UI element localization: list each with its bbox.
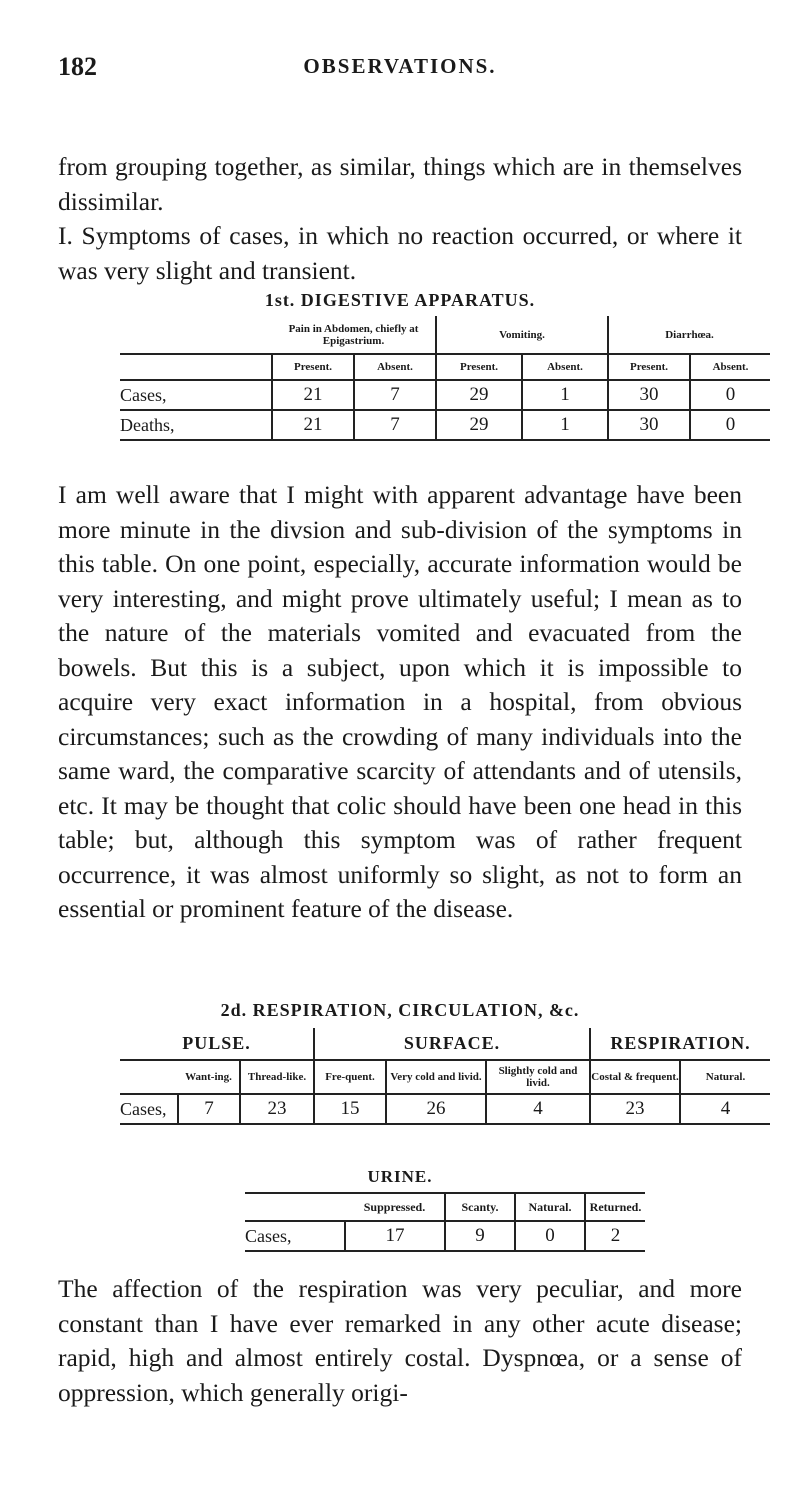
subhead: Thread-like. <box>240 1060 314 1094</box>
paragraph-continuation: from grouping together, as similar, things which are in themselves dissimilar. <box>58 152 742 216</box>
subhead: Absent. <box>690 354 770 380</box>
subhead: Present. <box>272 354 354 380</box>
cell: 21 <box>272 380 354 410</box>
cell: 1 <box>522 380 608 410</box>
cell: 7 <box>178 1094 240 1124</box>
row-label: Cases, <box>120 384 167 405</box>
subhead: Natural. <box>515 1193 585 1221</box>
subhead: Returned. <box>585 1193 645 1221</box>
subhead: Want-ing. <box>185 1071 232 1083</box>
subhead: Slightly cold and livid. <box>486 1060 590 1094</box>
subhead: Suppressed. <box>363 1200 426 1214</box>
cell: 23 <box>590 1094 680 1124</box>
cell: 21 <box>272 410 354 440</box>
cell: 7 <box>354 410 436 440</box>
running-title: OBSERVATIONS. <box>303 54 497 78</box>
row-label: Deaths, <box>120 414 175 435</box>
subhead: Natural. <box>680 1060 770 1094</box>
cell: 29 <box>436 380 522 410</box>
cell: 15 <box>314 1094 386 1124</box>
cell: 7 <box>354 380 436 410</box>
paragraph-body: I am well aware that I might with apparent advantage have been more minute in the divsion and sub-division of the symptoms in this table. On one point, especially, accurate information would be very interesting, and might prove ultimately useful; I mean as to the nature of the materials vomited and evacuated from the bowels. But this is a subject, upon which it is impossible to acquire very exact information in a hospital, from obvious circumstances; such as the crowding of many individuals into the same ward, the comparative scarcity of attendants and of utensils, etc. It may be thought that colic should have been one head in this table; but, although this symptom was of rather frequent occurrence, it was almost uniformly so slight, as not to form an essential or prominent feature of the disease. <box>58 480 742 923</box>
subhead: Present. <box>436 354 522 380</box>
cell: 29 <box>436 410 522 440</box>
page-number: 182 <box>58 52 97 81</box>
cell: 17 <box>345 1221 445 1251</box>
cell: 0 <box>515 1221 585 1251</box>
group-header-vomiting: Vomiting. <box>436 316 608 354</box>
subhead: Absent. <box>354 354 436 380</box>
digestive-table <box>120 316 770 441</box>
group-header-respiration: RESPIRATION. <box>590 1028 770 1060</box>
cell: 30 <box>608 410 690 440</box>
paragraph-body: The affection of the respiration was very peculiar, and more constant than I have ever remarked in any other acute disease; rapid, high and almost entirely costal. Dyspnœa, or a sense of oppression, which generally origi- <box>58 1274 742 1407</box>
table1-title: 1st. DIGESTIVE APPARATUS. <box>264 290 536 310</box>
subhead: Fre-quent. <box>314 1060 386 1094</box>
subhead: Costal & frequent. <box>590 1060 680 1094</box>
cell: 1 <box>522 410 608 440</box>
group-header-abdomen: Pain in Abdomen, chiefly at Epigastrium. <box>288 322 419 347</box>
table-row <box>120 1094 770 1124</box>
cell: 4 <box>486 1094 590 1124</box>
table-row <box>120 410 770 440</box>
subhead: Absent. <box>522 354 608 380</box>
table3-title: URINE. <box>367 1167 433 1186</box>
paragraph-section-heading: I. Symptoms of cases, in which no reaction occurred, or where it was very slight and transient. <box>58 221 742 285</box>
cell: 4 <box>680 1094 770 1124</box>
cell: 9 <box>445 1221 515 1251</box>
page-header <box>58 52 742 92</box>
table-row <box>245 1221 645 1251</box>
subhead: Scanty. <box>445 1193 515 1221</box>
cell: 0 <box>690 410 770 440</box>
row-label: Cases, <box>245 1225 292 1246</box>
cell: 23 <box>240 1094 314 1124</box>
urine-table <box>245 1192 645 1252</box>
cell: 26 <box>386 1094 486 1124</box>
table-row <box>120 380 770 410</box>
cell: 0 <box>690 380 770 410</box>
cell: 2 <box>585 1221 645 1251</box>
cell: 30 <box>608 380 690 410</box>
subhead: Present. <box>608 354 690 380</box>
group-header-surface: SURFACE. <box>314 1028 590 1060</box>
respiration-table <box>120 1028 770 1125</box>
table2-title: 2d. RESPIRATION, CIRCULATION, &c. <box>220 1000 580 1020</box>
group-header-pulse: PULSE. <box>182 1033 251 1053</box>
row-label: Cases, <box>120 1098 167 1119</box>
group-header-diarrhoea: Diarrhœa. <box>608 316 770 354</box>
subhead: Very cold and livid. <box>386 1060 486 1094</box>
